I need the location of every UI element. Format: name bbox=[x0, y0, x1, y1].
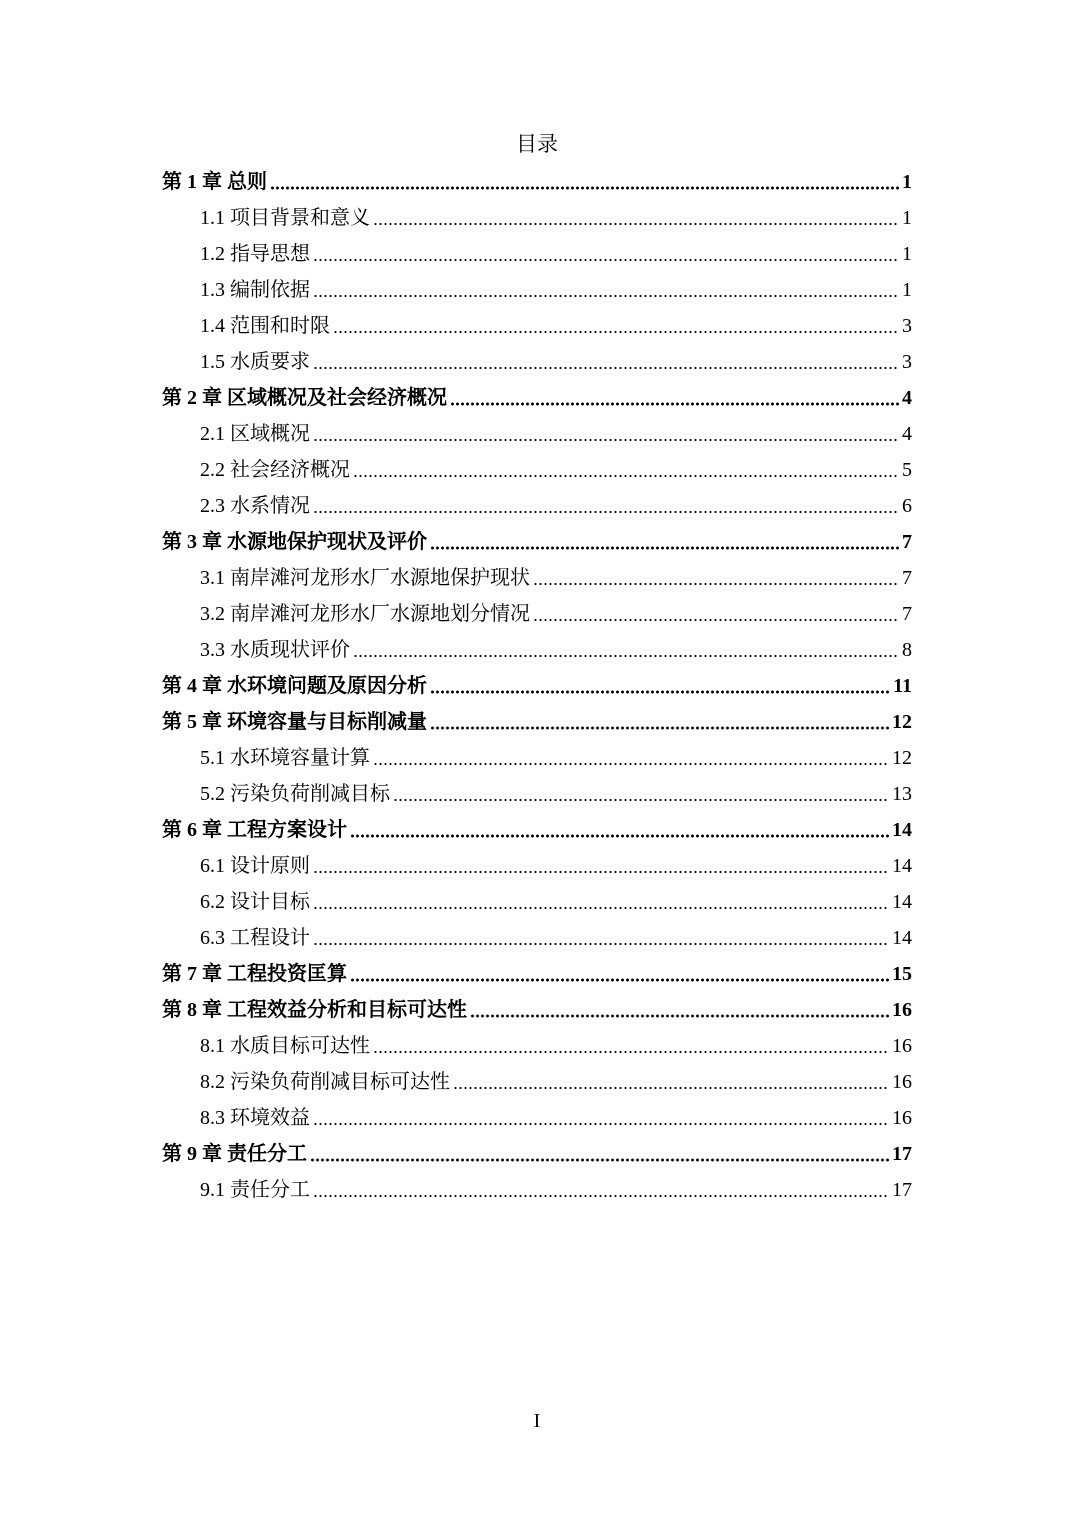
toc-dot-leader bbox=[313, 365, 899, 371]
toc-dot-leader bbox=[270, 185, 899, 191]
toc-section-entry[interactable] bbox=[162, 451, 912, 487]
toc-entry-label: 8.3 环境效益 bbox=[200, 1107, 310, 1129]
toc-entry-label: 1.3 编制依据 bbox=[200, 279, 310, 301]
toc-entry-label: 2.3 水系情况 bbox=[200, 495, 310, 517]
toc-chapter-entry[interactable] bbox=[162, 163, 912, 199]
page-number: I bbox=[533, 1410, 541, 1432]
toc-dot-leader bbox=[313, 509, 899, 515]
toc-section-entry[interactable] bbox=[162, 307, 912, 343]
toc-section-entry[interactable] bbox=[162, 595, 912, 631]
toc-entry-label: 8.1 水质目标可达性 bbox=[200, 1035, 370, 1057]
toc-chapter-entry[interactable] bbox=[162, 523, 912, 559]
toc-chapter-entry[interactable] bbox=[162, 991, 912, 1027]
toc-entry-page-number: 14 bbox=[892, 891, 912, 913]
toc-entry-page-number: 3 bbox=[902, 315, 912, 337]
toc-entry-page-number: 16 bbox=[892, 999, 912, 1021]
toc-entry-label: 第 2 章 区域概况及社会经济概况 bbox=[162, 387, 447, 409]
toc-entry-page-number: 16 bbox=[892, 1071, 912, 1093]
toc-entry-label: 6.1 设计原则 bbox=[200, 855, 310, 877]
toc-section-entry[interactable] bbox=[162, 343, 912, 379]
toc-dot-leader bbox=[313, 869, 889, 875]
toc-dot-leader bbox=[333, 329, 899, 335]
toc-section-entry[interactable] bbox=[162, 1171, 912, 1207]
toc-entry-label: 第 3 章 水源地保护现状及评价 bbox=[162, 531, 427, 553]
toc-chapter-entry[interactable] bbox=[162, 955, 912, 991]
page-title: 目录 bbox=[516, 132, 558, 156]
toc-entry-page-number: 1 bbox=[902, 207, 912, 229]
toc-entry-page-number: 14 bbox=[892, 819, 912, 841]
toc-entry-label: 第 8 章 工程效益分析和目标可达性 bbox=[162, 999, 467, 1021]
toc-dot-leader bbox=[533, 617, 899, 623]
toc-dot-leader bbox=[353, 653, 899, 659]
toc-entry-label: 9.1 责任分工 bbox=[200, 1179, 310, 1201]
toc-entry-label: 第 7 章 工程投资匡算 bbox=[162, 963, 347, 985]
toc-entry-page-number: 11 bbox=[893, 675, 912, 697]
toc-entry-label: 6.3 工程设计 bbox=[200, 927, 310, 949]
toc-entry-label: 3.2 南岸滩河龙形水厂水源地划分情况 bbox=[200, 603, 530, 625]
toc-entry-label: 1.4 范围和时限 bbox=[200, 315, 330, 337]
toc-entry-label: 3.1 南岸滩河龙形水厂水源地保护现状 bbox=[200, 567, 530, 589]
toc-section-entry[interactable] bbox=[162, 1027, 912, 1063]
toc-dot-leader bbox=[373, 761, 889, 767]
toc-entry-label: 1.5 水质要求 bbox=[200, 351, 310, 373]
toc-entry-page-number: 1 bbox=[902, 243, 912, 265]
toc-entry-page-number: 16 bbox=[892, 1107, 912, 1129]
toc-dot-leader bbox=[350, 833, 889, 839]
toc-entry-page-number: 7 bbox=[902, 603, 912, 625]
toc-section-entry[interactable] bbox=[162, 415, 912, 451]
toc-dot-leader bbox=[430, 725, 889, 731]
toc-entry-page-number: 17 bbox=[892, 1143, 912, 1165]
toc-entry-page-number: 4 bbox=[902, 423, 912, 445]
toc-entry-page-number: 4 bbox=[902, 387, 912, 409]
toc-entry-label: 5.1 水环境容量计算 bbox=[200, 747, 370, 769]
toc-entry-label: 第 5 章 环境容量与目标削减量 bbox=[162, 711, 427, 733]
toc-section-entry[interactable] bbox=[162, 631, 912, 667]
toc-chapter-entry[interactable] bbox=[162, 1135, 912, 1171]
toc-section-entry[interactable] bbox=[162, 1063, 912, 1099]
toc-dot-leader bbox=[453, 1085, 889, 1091]
toc-chapter-entry[interactable] bbox=[162, 379, 912, 415]
toc-dot-leader bbox=[373, 221, 899, 227]
toc-entry-label: 1.2 指导思想 bbox=[200, 243, 310, 265]
toc-dot-leader bbox=[313, 905, 889, 911]
toc-entry-page-number: 7 bbox=[902, 567, 912, 589]
toc-entry-page-number: 8 bbox=[902, 639, 912, 661]
table-of-contents bbox=[162, 163, 912, 1207]
toc-section-entry[interactable] bbox=[162, 235, 912, 271]
toc-dot-leader bbox=[353, 473, 899, 479]
toc-section-entry[interactable] bbox=[162, 199, 912, 235]
toc-section-entry[interactable] bbox=[162, 847, 912, 883]
toc-entry-label: 3.3 水质现状评价 bbox=[200, 639, 350, 661]
toc-entry-page-number: 17 bbox=[892, 1179, 912, 1201]
toc-entry-label: 5.2 污染负荷削减目标 bbox=[200, 783, 390, 805]
toc-entry-label: 2.2 社会经济概况 bbox=[200, 459, 350, 481]
toc-section-entry[interactable] bbox=[162, 271, 912, 307]
toc-dot-leader bbox=[393, 797, 889, 803]
toc-dot-leader bbox=[373, 1049, 889, 1055]
toc-dot-leader bbox=[430, 689, 890, 695]
toc-entry-page-number: 14 bbox=[892, 927, 912, 949]
toc-entry-page-number: 13 bbox=[892, 783, 912, 805]
toc-entry-label: 第 4 章 水环境问题及原因分析 bbox=[162, 675, 427, 697]
toc-entry-page-number: 16 bbox=[892, 1035, 912, 1057]
toc-section-entry[interactable] bbox=[162, 883, 912, 919]
toc-entry-label: 1.1 项目背景和意义 bbox=[200, 207, 370, 229]
toc-entry-label: 2.1 区域概况 bbox=[200, 423, 310, 445]
toc-entry-page-number: 6 bbox=[902, 495, 912, 517]
toc-chapter-entry[interactable] bbox=[162, 667, 912, 703]
toc-entry-page-number: 12 bbox=[892, 711, 912, 733]
toc-section-entry[interactable] bbox=[162, 775, 912, 811]
toc-entry-page-number: 3 bbox=[902, 351, 912, 373]
toc-dot-leader bbox=[313, 257, 899, 263]
toc-entry-label: 第 6 章 工程方案设计 bbox=[162, 819, 347, 841]
toc-entry-page-number: 1 bbox=[902, 279, 912, 301]
toc-chapter-entry[interactable] bbox=[162, 811, 912, 847]
toc-entry-page-number: 7 bbox=[902, 531, 912, 553]
toc-dot-leader bbox=[313, 1193, 889, 1199]
toc-chapter-entry[interactable] bbox=[162, 703, 912, 739]
toc-dot-leader bbox=[430, 545, 899, 551]
toc-section-entry[interactable] bbox=[162, 559, 912, 595]
toc-dot-leader bbox=[533, 581, 899, 587]
toc-entry-label: 第 1 章 总则 bbox=[162, 171, 267, 193]
toc-entry-page-number: 5 bbox=[902, 459, 912, 481]
toc-entry-page-number: 12 bbox=[892, 747, 912, 769]
toc-section-entry[interactable] bbox=[162, 919, 912, 955]
toc-entry-page-number: 14 bbox=[892, 855, 912, 877]
toc-entry-label: 8.2 污染负荷削减目标可达性 bbox=[200, 1071, 450, 1093]
toc-dot-leader bbox=[313, 437, 899, 443]
toc-section-entry[interactable] bbox=[162, 739, 912, 775]
toc-section-entry[interactable] bbox=[162, 1099, 912, 1135]
toc-entry-page-number: 1 bbox=[902, 171, 912, 193]
toc-entry-label: 6.2 设计目标 bbox=[200, 891, 310, 913]
toc-dot-leader bbox=[310, 1157, 889, 1163]
toc-dot-leader bbox=[313, 293, 899, 299]
toc-entry-page-number: 15 bbox=[892, 963, 912, 985]
toc-dot-leader bbox=[350, 977, 889, 983]
toc-dot-leader bbox=[450, 401, 899, 407]
toc-dot-leader bbox=[313, 1121, 889, 1127]
toc-dot-leader bbox=[470, 1013, 889, 1019]
toc-section-entry[interactable] bbox=[162, 487, 912, 523]
toc-dot-leader bbox=[313, 941, 889, 947]
toc-entry-label: 第 9 章 责任分工 bbox=[162, 1143, 307, 1165]
